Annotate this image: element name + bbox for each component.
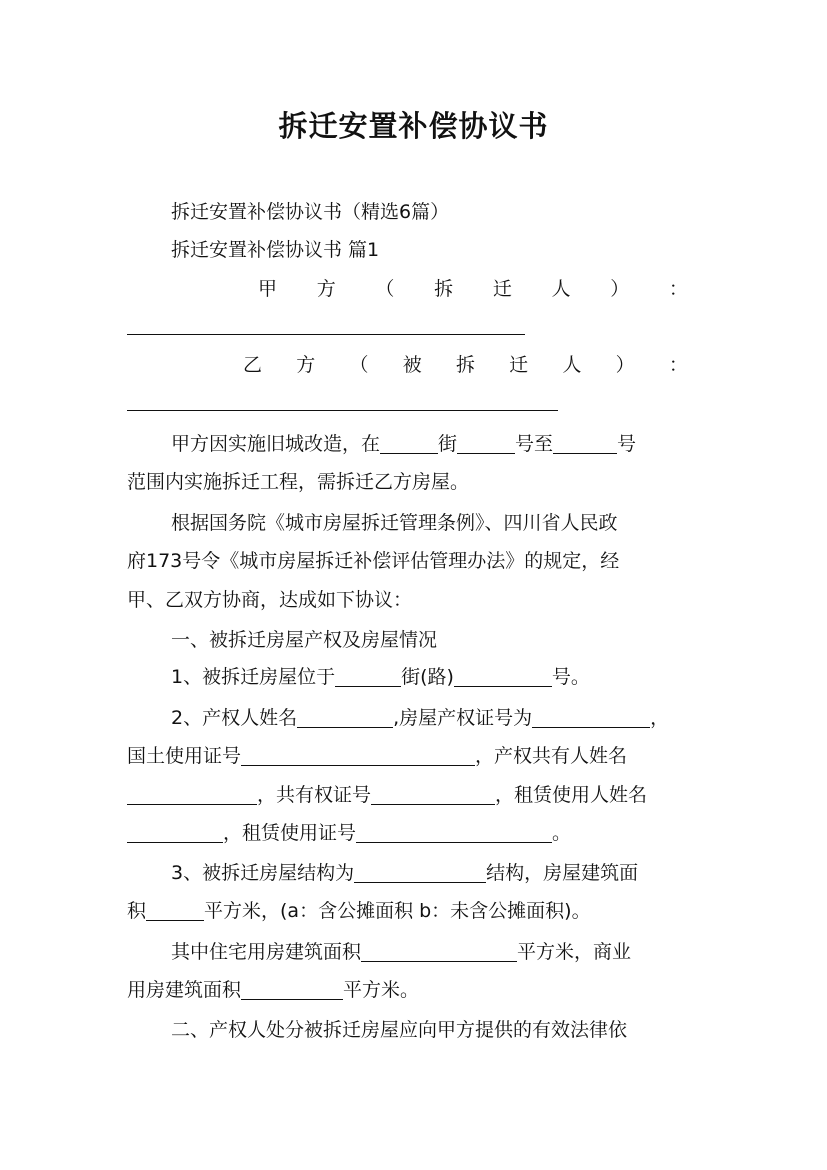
party-a-label [258,276,688,302]
subtitle: 拆迁安置补偿协议书（精选6篇） [171,201,450,223]
section-heading: 拆迁安置补偿协议书 篇1 [171,239,380,261]
party-a-char: 人 [551,278,571,300]
party-a-char: 方 [316,278,336,300]
item-2-line-2: 国土使用证号 ，产权共有人姓名 [127,745,628,767]
item-3-line-1: 3、被拆迁房屋结构为 结构，房屋建筑面 [171,862,639,884]
paragraph-1-line-1: 甲方因实施旧城改造，在 街 号至 号 [171,433,637,455]
heading-1: 一、被拆迁房屋产权及房屋情况 [171,629,438,651]
party-b-char: 被 [402,354,422,376]
document-title: 拆迁安置补偿协议书 [278,109,549,143]
party-b-label [243,352,688,378]
party-a-char: 甲 [258,278,278,300]
party-b-blank [127,410,558,411]
party-a-char: 迁 [492,278,512,300]
paragraph-3-line-2: 用房建筑面积 平方米。 [127,979,420,1001]
party-b-char: 方 [296,354,316,376]
heading-2: 二、产权人处分被拆迁房屋应向甲方提供的有效法律依 [171,1019,628,1041]
paragraph-2-line-1: 根据国务院《城市房屋拆迁管理条例》、四川省人民政 [171,512,618,534]
party-b-char: 人 [562,354,582,376]
party-b-char: 拆 [455,354,475,376]
paragraph-2-line-3: 甲、乙双方协商，达成如下协议： [127,589,413,611]
party-b-char: 乙 [243,354,263,376]
item-1: 1、被拆迁房屋位于 街(路) 号。 [171,666,590,688]
party-b-char: ： [668,354,688,376]
party-a-char: （ [375,278,395,300]
item-2-line-3: ，共有权证号 ，租赁使用人姓名 [127,782,700,808]
item-2-line-4: ，租赁使用证号 。 [127,820,700,846]
item-3-line-2: 积 平方米，(a：含公摊面积 b：未含公摊面积)。 [127,900,591,922]
party-b-char: （ [349,354,369,376]
party-a-char: ： [668,278,688,300]
party-a-char: 拆 [434,278,454,300]
party-a-blank [127,334,525,335]
paragraph-1-line-2: 范围内实施拆迁工程，需拆迁乙方房屋。 [127,471,470,493]
party-a-char: ） [610,278,630,300]
party-b-char: ） [615,354,635,376]
item-2-line-1: 2、产权人姓名 ,房屋产权证号为 ， [171,707,670,729]
paragraph-3-line-1: 其中住宅用房建筑面积 平方米，商业 [171,941,632,963]
paragraph-2-line-2: 府173号令《城市房屋拆迁补偿评估管理办法》的规定，经 [127,550,620,572]
party-b-char: 迁 [509,354,529,376]
